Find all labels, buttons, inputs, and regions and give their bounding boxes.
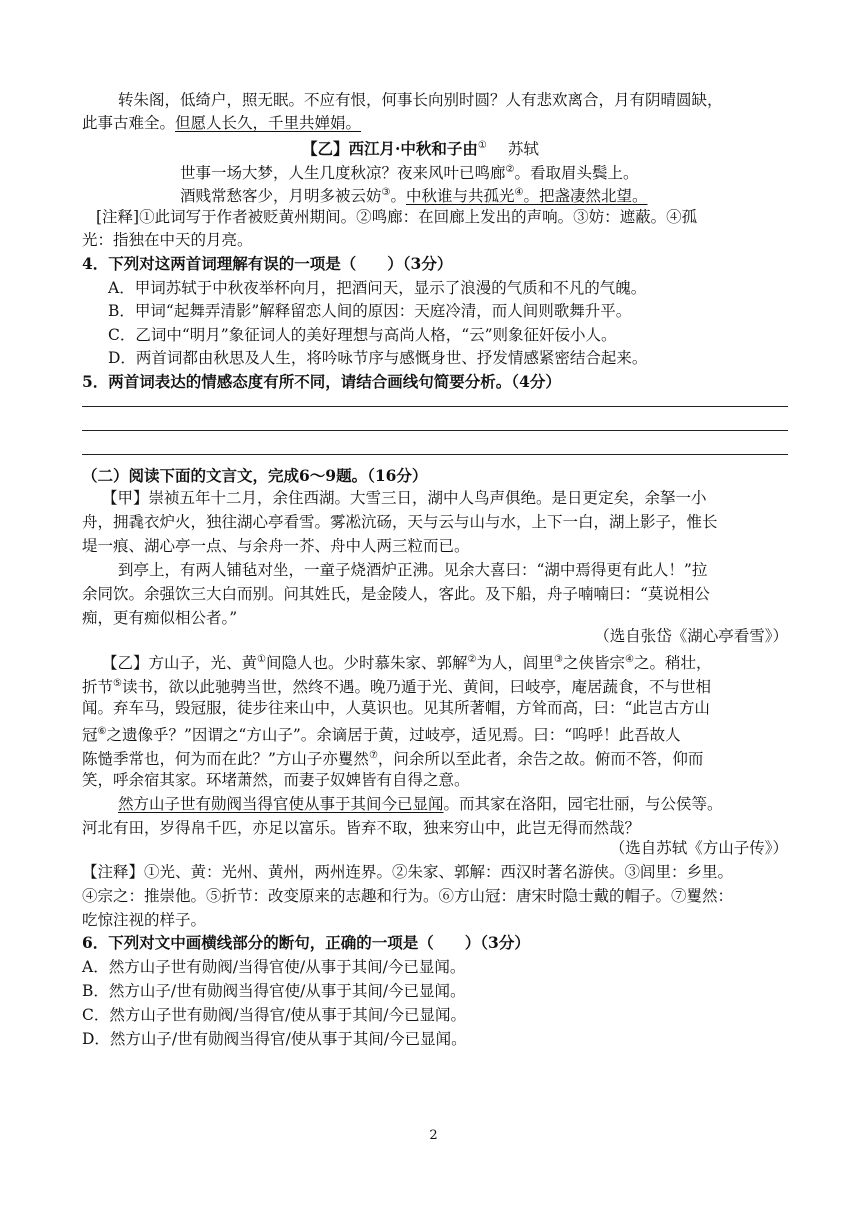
question-4-stem: 4．下列对这两首词理解有误的一项是（ ）（3分） [82,254,453,273]
passage-yi-line-6: 笑，呼余宿其家。环堵萧然，而妻子奴婢皆有自得之意。 [82,771,470,789]
passage-yi-line-8: 河北有田，岁得帛千匹，亦足以富乐。皆弃不取，独来穷山中，此岂无得而然哉？ [82,819,641,837]
poem-a-line-2 [82,113,361,133]
note-marker: ⑥ [97,726,107,737]
note-marker: ⑦ [368,750,378,761]
question-4-option-d: D．两首词都由秋思及人生，将吟咏节序与感慨身世、抒发情感紧密结合起来。 [108,349,648,367]
passage-notes-line-3: 吃惊注视的样子。 [82,911,207,929]
passage-jia-line-1: 【甲】崇祯五年十二月，余住西湖。大雪三日，湖中人鸟声俱绝。是日更定矣，余拏一小 [102,489,707,507]
question-4-option-b: B．甲词“起舞弄清影”解释留恋人间的原因：天庭冷清，而人间则歌舞升平。 [108,302,632,320]
note-marker: ① [477,140,487,151]
passage-jia-line-4: 到亭上，有两人铺毡对坐，一童子烧酒炉正沸。见余大喜曰：“湖中焉得更有此人！”拉 [118,561,708,579]
poem-b-line-1-tail: 。看取眉头鬓上。 [514,164,639,183]
question-6-option-a: A．然方山子世有勋阀/当得官使/从事于其间/今已显闻。 [82,958,466,976]
passage-yi-line-1 [102,650,711,673]
section-2-heading: （二）阅读下面的文言文，完成6～9题。（16分） [82,466,428,485]
answer-line-2[interactable] [82,430,788,431]
poem-b-line-2-text: 酒贱常愁客少，月明多被云妨 [180,187,382,206]
poem-b-underlined-b: 。把盏凄然北望。 [523,187,648,206]
yi-text: 。而其家在洛阳，园宅壮丽，与公侯等。 [443,795,723,813]
note-marker: ② [467,654,477,665]
passage-jia-line-5: 余同饮。余强饮三大白而别。问其姓氏，是金陵人，客此。及下船，舟子喃喃曰：“莫说相公 [82,585,710,603]
passage-yi-underlined-sentence: 然方山子世有勋阀当得官使从事于其间今已显闻 [118,795,444,813]
question-6-option-d: D．然方山子/世有勋阀当得官/使从事于其间/今已显闻。 [82,1030,467,1048]
poem-b-title-text: 【乙】西江月·中秋和子由 [302,139,478,159]
passage-yi-line-5 [82,746,703,769]
question-4-option-c: C．乙词中“明月”象征词人的美好理想与高尚人格，“云”则象征奸佞小人。 [108,326,617,344]
question-6-option-c: C．然方山子世有勋阀/当得官/使从事于其间/今已显闻。 [82,1006,467,1024]
passage-jia-source: （选自张岱《湖心亭看雪》） [594,627,788,645]
yi-text: 折节 [82,678,114,697]
passage-yi-source: （选自苏轼《方山子传》） [609,839,788,857]
poem-a-line-2-plain: 此事古难全。 [82,114,176,132]
yi-text: 间隐人也。少时慕朱家、郭解 [265,654,468,673]
answer-line-3[interactable] [82,454,788,455]
note-marker: ③ [381,187,391,198]
note-marker: ① [257,654,266,665]
passage-yi-line-3: 闻。弃车马，毁冠服，徒步往来山中，人莫识也。见其所著帽，方耸而高，曰：“此岂古方山 [82,699,710,717]
yi-text: ，问余所以至此者，余告之故。俯而不答，仰而 [377,750,704,769]
poem-a-line-1: 转朱阁，低绮户，照无眠。不应有恨，何事长向别时圆？人有悲欢离合，月有阴晴圆缺， [118,91,723,109]
poem-notes-line-2: 光：指独在中天的月亮。 [82,231,253,249]
passage-jia-line-3: 堤一痕、湖心亭一点、与余舟一芥、舟中人两三粒而已。 [82,537,470,555]
question-5-stem: 5．两首词表达的情感态度有所不同，请结合画线句简要分析。（4分） [82,372,561,391]
poem-b-underlined-a: 中秋谁与共孤光 [406,187,515,206]
question-6-stem: 6．下列对文中画横线部分的断句，正确的一项是（ ）（3分） [82,933,530,952]
note-marker: ⑤ [113,678,122,689]
passage-notes-line-1: 【注释】①光、黄：光州、黄州，两州连界。②朱家、郭解：西汉时著名游侠。③闾里：乡里。 [82,863,734,881]
yi-text: 为人，闾里 [476,654,554,673]
poem-notes-line-1: [注释]①此词写于作者被贬黄州期间。②鸣廊：在回廊上发出的声响。③妨：遮蔽。④孤 [96,208,698,226]
yi-text: 陈慥季常也，何为而在此？”方山子亦矍然 [82,750,369,769]
yi-text: 读书，欲以此驰骋当世，然终不遇。晚乃遁于光、黄间，曰岐亭，庵居蔬食，不与世相 [121,678,711,697]
poem-b-line-2 [180,183,648,206]
yi-text: 之遗像乎？”因谓之“方山子”。余谪居于黄，过岐亭，适见焉。曰：“呜呼！此吾故人 [106,726,681,745]
poem-b-title [302,136,539,159]
page-number: 2 [429,1128,438,1143]
note-marker: ④ [514,187,524,198]
poem-b-line-1 [180,160,639,183]
poem-a-underlined-sentence: 但愿人长久，千里共婵娟。 [175,114,362,132]
question-4-option-a: A．甲词苏轼于中秋夜举杯向月，把酒问天，显示了浪漫的气质和不凡的气魄。 [108,279,647,297]
yi-text: 之侠皆宗 [562,654,625,673]
yi-text: 冠 [82,726,98,745]
poem-b-line-1-text: 世事一场大梦，人生几度秋凉？夜来风叶已鸣廊 [180,164,506,183]
passage-yi-line-4 [82,722,681,745]
poem-b-line-2-punct: 。 [390,187,406,206]
yi-text: 之。稍壮， [633,654,712,673]
answer-line-1[interactable] [82,406,788,407]
note-marker: ② [505,164,515,175]
poem-b-author: 苏轼 [507,140,539,159]
passage-jia-line-6: 痴，更有痴似相公者。” [82,609,238,627]
poem-b-underlined-sentence [406,187,648,205]
note-marker: ③ [553,654,563,665]
yi-text: 【乙】方山子，光、黄 [102,654,258,673]
passage-yi-line-2 [82,674,711,697]
passage-yi-line-7 [118,794,723,814]
question-6-option-b: B．然方山子/世有勋阀当得官使/从事于其间/今已显闻。 [82,982,466,1000]
note-marker: ④ [624,654,634,665]
passage-notes-line-2: ④宗之：推崇他。⑤折节：改变原来的志趣和行为。⑥方山冠：唐宋时隐士戴的帽子。⑦矍然： [82,887,734,905]
passage-jia-line-2: 舟，拥毳衣炉火，独往湖心亭看雪。雾凇沆砀，天与云与山与水，上下一白，湖上影子，惟长 [82,513,718,531]
